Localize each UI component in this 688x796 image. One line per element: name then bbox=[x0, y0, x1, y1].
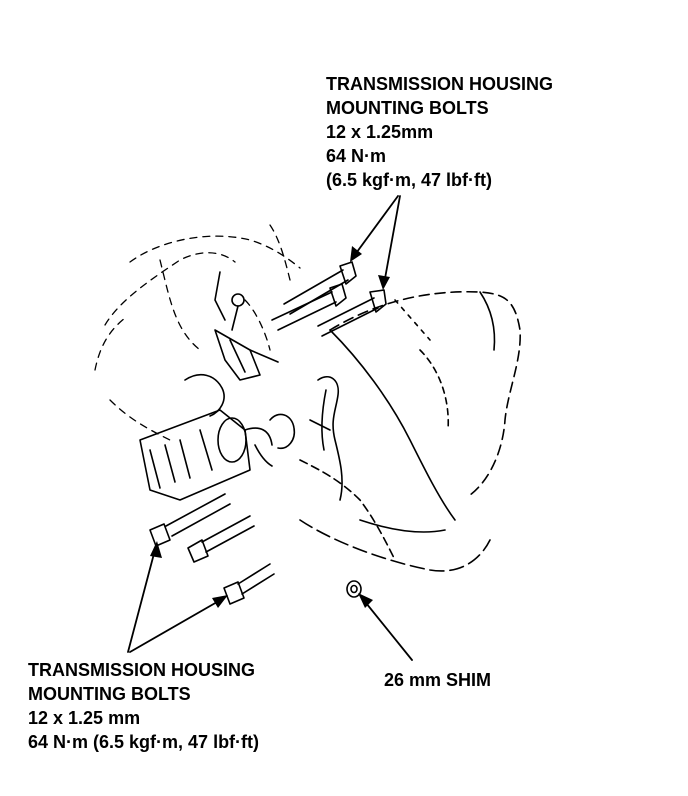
top-callout-title-line2: MOUNTING BOLTS bbox=[326, 98, 489, 118]
shim-label: 26 mm SHIM bbox=[384, 670, 492, 690]
top-bolts bbox=[272, 262, 386, 336]
top-callout-torque-alt: (6.5 kgf·m, 47 lbf·ft) bbox=[326, 170, 493, 190]
bottom-bolts-callout bbox=[28, 658, 259, 754]
arrowhead-shim bbox=[358, 593, 373, 608]
top-bolts-callout bbox=[326, 72, 553, 192]
top-bolt-3 bbox=[318, 290, 386, 336]
starter-motor bbox=[140, 375, 294, 500]
shim-callout bbox=[384, 668, 491, 692]
bottom-callout-title-line2: MOUNTING BOLTS bbox=[28, 684, 191, 704]
shim-leader-arrow bbox=[362, 598, 412, 660]
bottom-callout-title-line1: TRANSMISSION HOUSING bbox=[28, 660, 256, 680]
bottom-callout-size: 12 x 1.25 mm bbox=[28, 708, 141, 728]
upper-bracket bbox=[215, 272, 278, 380]
bottom-callout-torque: 64 N·m (6.5 kgf·m, 47 lbf·ft) bbox=[28, 732, 260, 752]
bottom-bolts bbox=[150, 494, 274, 604]
bottom-bolt-2 bbox=[188, 516, 254, 562]
arrowhead-bottom-2 bbox=[212, 595, 228, 608]
bottom-bolt-3 bbox=[224, 564, 274, 604]
top-callout-title-line1: TRANSMISSION HOUSING bbox=[326, 74, 554, 94]
top-callout-size: 12 x 1.25mm bbox=[326, 122, 434, 142]
bottom-leader-arrows bbox=[128, 546, 224, 652]
engine-block bbox=[95, 225, 300, 440]
top-callout-torque: 64 N·m bbox=[326, 146, 387, 166]
arrowhead-top-2 bbox=[378, 275, 390, 290]
top-bolt-2 bbox=[272, 284, 346, 330]
top-bolt-1 bbox=[284, 262, 356, 314]
bottom-bolt-1 bbox=[150, 494, 230, 546]
wire-harness bbox=[255, 377, 342, 500]
top-leader-arrows bbox=[354, 196, 400, 284]
